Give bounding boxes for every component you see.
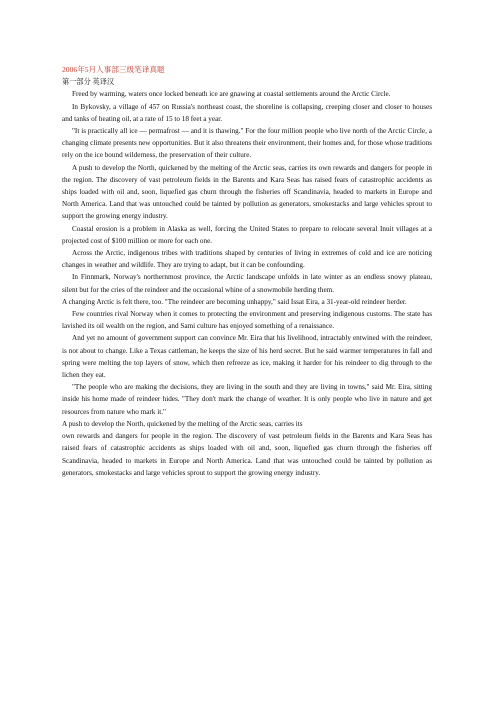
paragraph: A push to develop the North, quickened by the melting of the Arctic seas, carries its own rewards and dangers for people in the region. The discovery of vast petroleum fields in the Barents and Kara Seas has raised fears of catastrophic accidents as ships loaded with oil and, soon, liquefied gas churn through the fisheries off Scandinavia, headed to markets in Europe and North America. Land that was untouched could be tainted by pollution as generators, smokestacks and large vehicles sprout to support the growing energy industry. <box>62 163 432 221</box>
paragraph: A push to develop the North, quickened by the melting of the Arctic seas, carries its <box>62 419 303 428</box>
paragraph: And yet no amount of government support can convince Mr. Eira that his livelihood, intractably entwined with the reindeer, is not about to change. Like a Texas cattleman, he keeps the size of his herd secret. But he said warmer temperatures in fall and spring were melting the top layers of snow, which then refreeze as ice, making it harder for his reindeer to dig through to the lichen they eat. <box>62 334 432 380</box>
section-heading: 第一部分 英译汉 <box>62 78 115 87</box>
paragraph: Coastal erosion is a problem in Alaska as well, forcing the United States to prepare to relocate several Inuit villages at a projected cost of $100 million or more for each one. <box>62 224 432 245</box>
paragraph: Few countries rival Norway when it comes to protecting the environment and preserving indigenous customs. The state has lavished its oil wealth on the region, and Sami culture has enjoyed something of a renaissance. <box>62 310 432 331</box>
paragraph-list <box>62 88 432 479</box>
document-title: 2006年5月人事部三级笔译真题 <box>62 65 165 74</box>
paragraph: Across the Arctic, indigenous tribes with traditions shaped by centuries of living in extremes of cold and ice are noticing changes in weather and wildlife. They are trying to adapt, but it can be confounding. <box>62 249 432 270</box>
paragraph: A changing Arctic is felt there, too. "The reindeer are becoming unhappy," said Issat Eira, a 31-year-old reindeer herder. <box>62 297 407 306</box>
paragraph: In Bykovsky, a village of 457 on Russia's northeast coast, the shoreline is collapsing, creeping closer and closer to houses and tanks of heating oil, at a rate of 15 to 18 feet a year. <box>62 102 432 123</box>
document-page <box>62 64 432 479</box>
paragraph: "It is practically all ice — permafrost — and it is thawing." For the four million people who live north of the Arctic Circle, a changing climate presents new opportunities. But it also threatens their environment, their homes and, for those whose traditions rely on the ice bound wilderness, the preservation of their culture. <box>62 127 432 160</box>
paragraph: Freed by warming, waters once locked beneath ice are gnawing at coastal settlements around the Arctic Circle. <box>72 90 391 99</box>
paragraph: In Finnmark, Norway's northernmost province, the Arctic landscape unfolds in late winter as an endless snowy plateau, silent but for the cries of the reindeer and the occasional whine of a snowmobile herding them. <box>62 273 432 294</box>
paragraph: own rewards and dangers for people in the region. The discovery of vast petroleum fields in the Barents and Kara Seas has raised fears of catastrophic accidents as ships loaded with oil and, soon, liquefied gas churn through the fisheries off Scandinavia, headed to markets in Europe and North America. Land that was untouched could be tainted by pollution as generators, smokestacks and large vehicles sprout to support the growing energy industry. <box>62 432 432 477</box>
paragraph: "The people who are making the decisions, they are living in the south and they are living in towns," said Mr. Eira, sitting inside his home made of reindeer hides. "They don't mark the change of weather. It is only people who live in nature and get resources from nature who mark it." <box>62 383 432 416</box>
